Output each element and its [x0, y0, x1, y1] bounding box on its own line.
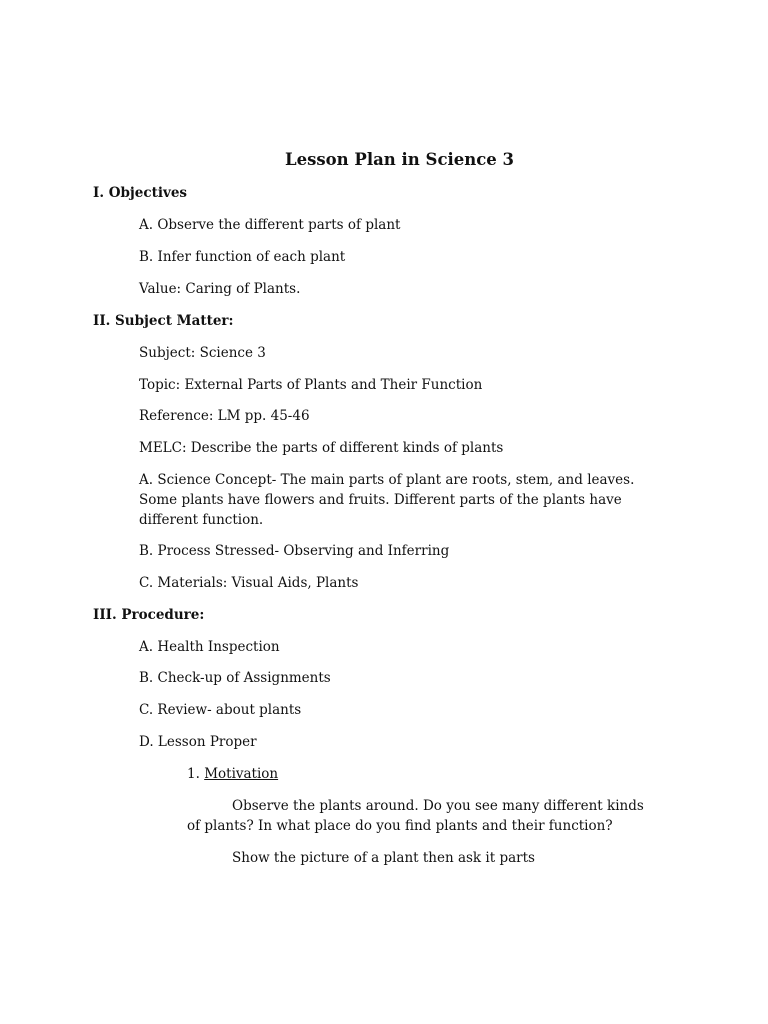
objective-value: Value: Caring of Plants. [139, 281, 301, 297]
motivation-paragraph: Observe the plants around. Do you see many different kinds of plants? In what place do you find plants and their function? [187, 798, 644, 834]
page-title: Lesson Plan in Science 3 [285, 150, 515, 169]
subject-matter-heading: II. Subject Matter: [93, 313, 234, 329]
motivation-item [187, 764, 278, 784]
procedure-b: B. Check-up of Assignments [139, 670, 331, 686]
procedure-d: D. Lesson Proper [139, 734, 257, 750]
procedure-a: A. Health Inspection [139, 639, 280, 655]
topic-line: Topic: External Parts of Plants and Their Function [139, 377, 483, 393]
subject-line: Subject: Science 3 [139, 345, 266, 361]
procedure-heading: III. Procedure: [93, 607, 205, 623]
show-picture-line: Show the picture of a plant then ask it parts [232, 850, 535, 866]
process-stressed-line: B. Process Stressed- Observing and Inferring [139, 543, 450, 559]
motivation-label: Motivation [204, 766, 279, 782]
reference-line: Reference: LM pp. 45-46 [139, 408, 310, 424]
procedure-c: C. Review- about plants [139, 702, 302, 718]
objective-a: A. Observe the different parts of plant [139, 217, 401, 233]
motivation-number: 1. [187, 766, 200, 782]
objective-b: B. Infer function of each plant [139, 249, 346, 265]
melc-line: MELC: Describe the parts of different kinds of plants [139, 440, 504, 456]
materials-line: C. Materials: Visual Aids, Plants [139, 575, 359, 591]
objectives-heading: I. Objectives [93, 185, 188, 201]
science-concept-paragraph: A. Science Concept- The main parts of plant are roots, stem, and leaves. Some plants have flowers and fruits. Different parts of the plants have different function. [139, 472, 635, 528]
